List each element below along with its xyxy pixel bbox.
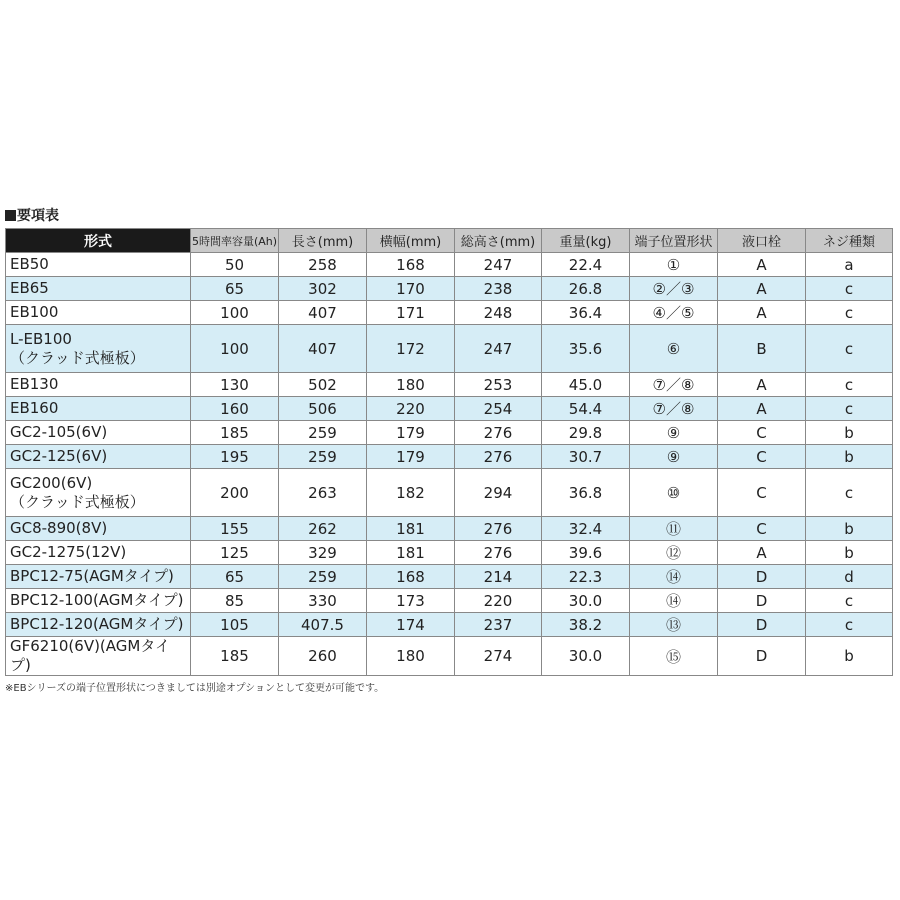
header-height: 総高さ(mm)	[455, 229, 542, 253]
header-vent-plug: 液口栓	[718, 229, 806, 253]
cell-length: 302	[279, 277, 367, 301]
model-subtitle: （クラッド式極板）	[10, 492, 145, 511]
cell-weight: 54.4	[542, 397, 630, 421]
cell-model	[6, 565, 191, 589]
cell-model	[6, 325, 191, 373]
cell-length: 506	[279, 397, 367, 421]
cell-capacity: 65	[191, 277, 279, 301]
cell-vent-plug: A	[718, 373, 806, 397]
table-row	[6, 517, 893, 541]
cell-model	[6, 541, 191, 565]
cell-capacity: 200	[191, 469, 279, 517]
cell-vent-plug: B	[718, 325, 806, 373]
cell-capacity: 160	[191, 397, 279, 421]
cell-terminal: ⑥	[630, 325, 718, 373]
cell-length: 407	[279, 301, 367, 325]
cell-width: 182	[367, 469, 455, 517]
model-name: L-EB100	[10, 329, 72, 348]
cell-capacity: 85	[191, 589, 279, 613]
cell-screw-type: d	[806, 565, 893, 589]
cell-weight: 29.8	[542, 421, 630, 445]
cell-terminal: ⑨	[630, 445, 718, 469]
cell-weight: 30.0	[542, 637, 630, 676]
table-row	[6, 541, 893, 565]
cell-vent-plug: D	[718, 565, 806, 589]
cell-length: 329	[279, 541, 367, 565]
cell-length: 260	[279, 637, 367, 676]
cell-capacity: 65	[191, 565, 279, 589]
cell-height: 247	[455, 253, 542, 277]
cell-capacity: 100	[191, 325, 279, 373]
cell-vent-plug: A	[718, 541, 806, 565]
header-terminal: 端子位置形状	[630, 229, 718, 253]
header-screw-type: ネジ種類	[806, 229, 893, 253]
cell-length: 407.5	[279, 613, 367, 637]
cell-length: 262	[279, 517, 367, 541]
cell-model	[6, 445, 191, 469]
model-name: GC2-1275(12V)	[10, 543, 127, 561]
cell-weight: 22.4	[542, 253, 630, 277]
cell-model	[6, 421, 191, 445]
cell-weight: 35.6	[542, 325, 630, 373]
cell-screw-type: c	[806, 397, 893, 421]
cell-model	[6, 253, 191, 277]
cell-terminal: ⑦／⑧	[630, 373, 718, 397]
cell-capacity: 185	[191, 637, 279, 676]
cell-model	[6, 373, 191, 397]
cell-weight: 36.8	[542, 469, 630, 517]
header-model: 形式	[6, 229, 191, 253]
cell-weight: 22.3	[542, 565, 630, 589]
cell-screw-type: c	[806, 325, 893, 373]
cell-terminal: ⑫	[630, 541, 718, 565]
cell-weight: 30.7	[542, 445, 630, 469]
table-row	[6, 445, 893, 469]
cell-vent-plug: D	[718, 613, 806, 637]
model-name: BPC12-100(AGMタイプ)	[10, 591, 184, 609]
model-name: GC200(6V)	[10, 473, 93, 492]
cell-screw-type: b	[806, 541, 893, 565]
model-name: GC8-890(8V)	[10, 519, 108, 537]
cell-width: 171	[367, 301, 455, 325]
cell-weight: 39.6	[542, 541, 630, 565]
cell-vent-plug: A	[718, 277, 806, 301]
cell-screw-type: a	[806, 253, 893, 277]
model-name: EB130	[10, 375, 59, 393]
table-row	[6, 589, 893, 613]
cell-width: 173	[367, 589, 455, 613]
cell-capacity: 105	[191, 613, 279, 637]
cell-screw-type: c	[806, 589, 893, 613]
cell-model	[6, 469, 191, 517]
model-name: EB50	[10, 255, 49, 273]
cell-height: 248	[455, 301, 542, 325]
cell-terminal: ①	[630, 253, 718, 277]
cell-terminal: ⑮	[630, 637, 718, 676]
cell-width: 174	[367, 613, 455, 637]
cell-width: 180	[367, 637, 455, 676]
cell-width: 168	[367, 253, 455, 277]
section-title	[5, 205, 59, 225]
cell-screw-type: c	[806, 469, 893, 517]
cell-height: 276	[455, 541, 542, 565]
cell-model	[6, 397, 191, 421]
cell-terminal: ⑨	[630, 421, 718, 445]
cell-width: 181	[367, 517, 455, 541]
cell-height: 237	[455, 613, 542, 637]
cell-vent-plug: D	[718, 589, 806, 613]
header-capacity: 5時間率容量(Ah)	[191, 229, 279, 253]
cell-vent-plug: C	[718, 445, 806, 469]
cell-height: 254	[455, 397, 542, 421]
cell-vent-plug: A	[718, 301, 806, 325]
cell-vent-plug: C	[718, 469, 806, 517]
cell-width: 179	[367, 421, 455, 445]
table-row	[6, 469, 893, 517]
section-title-text: 要項表	[17, 208, 59, 224]
cell-weight: 36.4	[542, 301, 630, 325]
table-row	[6, 301, 893, 325]
cell-height: 276	[455, 421, 542, 445]
cell-model	[6, 637, 191, 676]
table-row	[6, 565, 893, 589]
footnote: ※EBシリーズの端子位置形状につきましては別途オプションとして変更が可能です。	[5, 683, 385, 694]
model-name: EB100	[10, 303, 59, 321]
model-name: EB65	[10, 279, 49, 297]
cell-weight: 26.8	[542, 277, 630, 301]
cell-height: 220	[455, 589, 542, 613]
cell-height: 247	[455, 325, 542, 373]
cell-terminal: ⑭	[630, 589, 718, 613]
table-row	[6, 373, 893, 397]
model-name: GC2-105(6V)	[10, 423, 108, 441]
cell-capacity: 130	[191, 373, 279, 397]
model-name: BPC12-120(AGMタイプ)	[10, 615, 184, 633]
cell-height: 276	[455, 445, 542, 469]
table-row	[6, 637, 893, 676]
cell-vent-plug: A	[718, 253, 806, 277]
cell-width: 180	[367, 373, 455, 397]
table-row	[6, 613, 893, 637]
cell-capacity: 50	[191, 253, 279, 277]
cell-screw-type: b	[806, 421, 893, 445]
table-row	[6, 277, 893, 301]
cell-length: 259	[279, 421, 367, 445]
table-row	[6, 421, 893, 445]
cell-screw-type: c	[806, 613, 893, 637]
cell-width: 168	[367, 565, 455, 589]
cell-length: 330	[279, 589, 367, 613]
cell-vent-plug: C	[718, 421, 806, 445]
cell-length: 259	[279, 445, 367, 469]
cell-terminal: ④／⑤	[630, 301, 718, 325]
header-weight: 重量(kg)	[542, 229, 630, 253]
cell-screw-type: b	[806, 517, 893, 541]
table-row	[6, 325, 893, 373]
model-name: EB160	[10, 399, 59, 417]
model-name: GC2-125(6V)	[10, 447, 108, 465]
cell-terminal: ⑩	[630, 469, 718, 517]
cell-capacity: 195	[191, 445, 279, 469]
cell-width: 170	[367, 277, 455, 301]
cell-width: 181	[367, 541, 455, 565]
cell-capacity: 155	[191, 517, 279, 541]
cell-height: 276	[455, 517, 542, 541]
cell-vent-plug: A	[718, 397, 806, 421]
cell-model	[6, 589, 191, 613]
table-row	[6, 397, 893, 421]
table-row	[6, 253, 893, 277]
cell-height: 238	[455, 277, 542, 301]
header-width: 横幅(mm)	[367, 229, 455, 253]
cell-model	[6, 301, 191, 325]
cell-model	[6, 277, 191, 301]
cell-model	[6, 613, 191, 637]
cell-capacity: 125	[191, 541, 279, 565]
table-header-row	[6, 229, 893, 253]
square-bullet-icon	[5, 210, 16, 221]
cell-screw-type: c	[806, 301, 893, 325]
cell-vent-plug: C	[718, 517, 806, 541]
cell-height: 214	[455, 565, 542, 589]
cell-height: 294	[455, 469, 542, 517]
cell-weight: 45.0	[542, 373, 630, 397]
cell-weight: 38.2	[542, 613, 630, 637]
cell-model	[6, 517, 191, 541]
cell-terminal: ⑪	[630, 517, 718, 541]
cell-terminal: ⑦／⑧	[630, 397, 718, 421]
cell-height: 274	[455, 637, 542, 676]
cell-length: 502	[279, 373, 367, 397]
cell-length: 263	[279, 469, 367, 517]
cell-terminal: ⑭	[630, 565, 718, 589]
spec-table	[5, 228, 893, 676]
cell-capacity: 185	[191, 421, 279, 445]
cell-screw-type: c	[806, 277, 893, 301]
cell-terminal: ②／③	[630, 277, 718, 301]
header-length: 長さ(mm)	[279, 229, 367, 253]
cell-height: 253	[455, 373, 542, 397]
cell-width: 220	[367, 397, 455, 421]
model-name: GF6210(6V)(AGMタイプ)	[10, 637, 171, 674]
cell-screw-type: b	[806, 445, 893, 469]
cell-weight: 30.0	[542, 589, 630, 613]
cell-length: 259	[279, 565, 367, 589]
cell-length: 258	[279, 253, 367, 277]
model-name: BPC12-75(AGMタイプ)	[10, 567, 174, 585]
cell-length: 407	[279, 325, 367, 373]
cell-capacity: 100	[191, 301, 279, 325]
cell-width: 179	[367, 445, 455, 469]
cell-screw-type: c	[806, 373, 893, 397]
cell-weight: 32.4	[542, 517, 630, 541]
model-subtitle: （クラッド式極板）	[10, 348, 145, 367]
cell-vent-plug: D	[718, 637, 806, 676]
cell-screw-type: b	[806, 637, 893, 676]
cell-width: 172	[367, 325, 455, 373]
cell-terminal: ⑬	[630, 613, 718, 637]
